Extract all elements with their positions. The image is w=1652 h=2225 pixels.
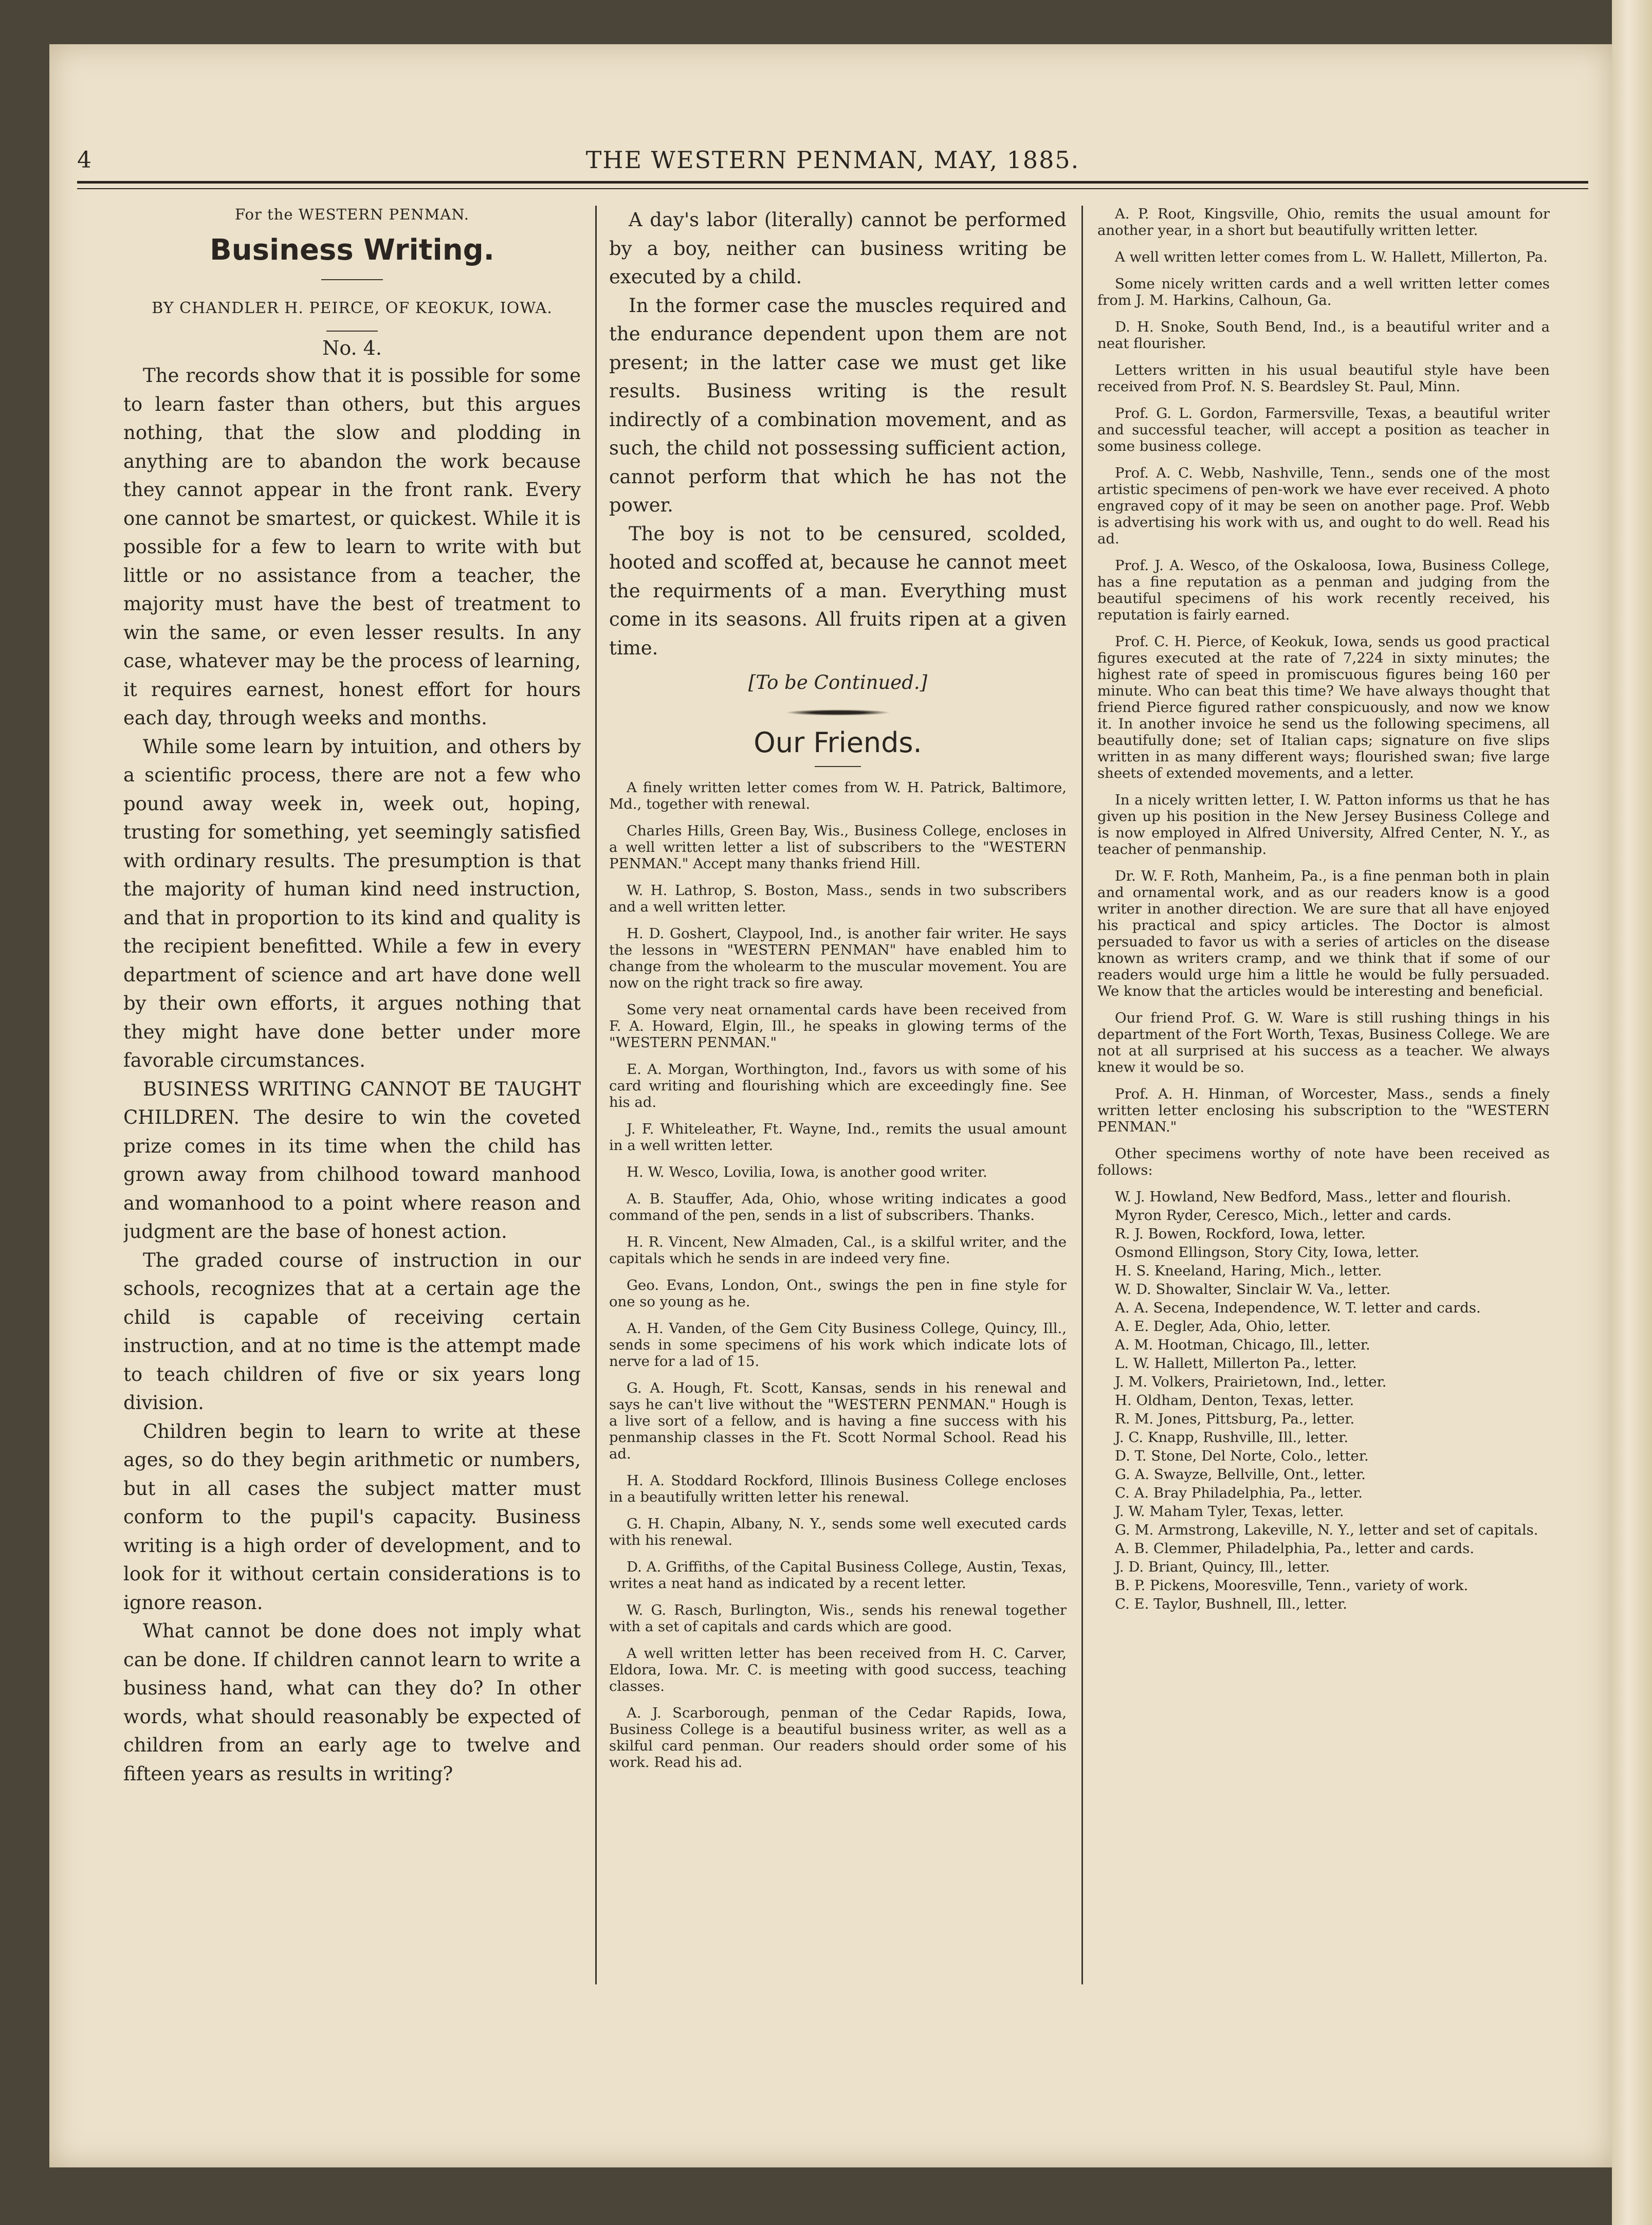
friend-note: H. A. Stoddard Rockford, Illinois Business College encloses in a beautifully written letter his renewal. <box>609 1472 1067 1505</box>
article-paragraph: What cannot be done does not imply what can be done. If children cannot learn to write a business hand, what can they do? In other words, what should reasonably be expected of children from an early age to twelve and fifteen years as results in writing? <box>123 1620 581 1785</box>
friend-note: A. J. Scarborough, penman of the Cedar Rapids, Iowa, Business College is a beautiful business writer, as well as a skilful card penman. Our readers should order some of his work. Read his ad. <box>609 1705 1067 1771</box>
specimen-item: J. C. Knapp, Rushville, Ill., letter. <box>1115 1429 1349 1446</box>
article-paragraph: The graded course of instruction in our schools, recognizes that at a certain age the child is capable of receiving certain instruction, and at no time is the attempt made to teach children of five or six years long division. <box>123 1249 581 1414</box>
running-head: THE WESTERN PENMAN, MAY, 1885. <box>585 146 1080 174</box>
specimen-item: R. M. Jones, Pittsburg, Pa., letter. <box>1115 1411 1355 1427</box>
article-paragraph: Children begin to learn to write at these ages, so do they begin arithmetic or numbers, but in all cases the subject matter must conform to the pupil's capacity. Business writing is a high order of development, and to look for it without certain considerations is to ignore reason. <box>123 1420 581 1614</box>
page-edge <box>1612 0 1652 2225</box>
header-rule-thick <box>77 181 1588 184</box>
specimen-list <box>1097 1189 1550 1612</box>
friends-notes-col2 <box>609 779 1067 1771</box>
friend-note: W. H. Lathrop, S. Boston, Mass., sends in two subscribers and a well written letter. <box>609 882 1067 915</box>
column-3 <box>1097 206 1550 2046</box>
friend-note: A. P. Root, Kingsville, Ohio, remits the usual amount for another year, in a short but beautifully written letter. <box>1097 206 1550 239</box>
friend-note: Prof. A. H. Hinman, of Worcester, Mass., sends a finely written letter enclosing his subscription to the "WESTERN PENMAN." <box>1097 1086 1550 1135</box>
specimen-item: J. W. Maham Tyler, Texas, letter. <box>1115 1503 1344 1520</box>
specimen-item: J. M. Volkers, Prairietown, Ind., letter. <box>1115 1374 1387 1390</box>
friend-note: Letters written in his usual beautiful style have been received from Prof. N. S. Beardsley St. Paul, Minn. <box>1097 362 1550 395</box>
title-rule <box>321 279 383 280</box>
friend-note: A. H. Vanden, of the Gem City Business College, Quincy, Ill., sends in some specimens of his work which indicate lots of nerve for a lad of 15. <box>609 1320 1067 1370</box>
specimen-item: W. D. Showalter, Sinclair W. Va., letter. <box>1115 1281 1391 1298</box>
specimen-item: A. A. Secena, Independence, W. T. letter and cards. <box>1115 1300 1481 1316</box>
friend-note: A finely written letter comes from W. H. Patrick, Baltimore, Md., together with renewal. <box>609 779 1067 812</box>
page-header <box>77 142 1588 173</box>
friend-note: Geo. Evans, London, Ont., swings the pen in fine style for one so young as he. <box>609 1277 1067 1310</box>
article-paragraph: In the former case the muscles required and the endurance dependent upon them are not present; in the latter case we must get like results. Business writing is the result indirectly of a combination movement, and as such, the child not possessing sufficient action, cannot perform that which he has not the power. <box>609 294 1067 516</box>
specimen-item: G. A. Swayze, Bellville, Ont., letter. <box>1115 1466 1366 1483</box>
article-paragraph: The records show that it is possible for some to learn faster than others, but this argues nothing, that the slow and plodding in anything are to abandon the work because they cannot appear in the front rank. Every one cannot be smartest, or quickest. While it is possible for a few to learn to write with but little or no assistance from a teacher, the majority must have the best of treatment to win the same, or even lesser results. In any case, whatever may be the process of learning, it requires earnest, honest effort for hours each day, through weeks and months. <box>123 364 581 729</box>
article-title: Business Writing. <box>210 233 494 267</box>
specimen-item: A. B. Clemmer, Philadelphia, Pa., letter and cards. <box>1115 1540 1475 1557</box>
specimen-item: A. E. Degler, Ada, Ohio, letter. <box>1115 1318 1331 1335</box>
friends-title-rule <box>815 766 861 767</box>
specimen-item: H. S. Kneeland, Haring, Mich., letter. <box>1115 1263 1382 1279</box>
ornamental-rule <box>776 709 900 716</box>
article-body-part-2 <box>609 206 1067 662</box>
friend-note: J. F. Whiteleather, Ft. Wayne, Ind., remits the usual amount in a well written letter. <box>609 1121 1067 1154</box>
friend-note: W. G. Rasch, Burlington, Wis., sends his renewal together with a set of capitals and cards which are good. <box>609 1602 1067 1635</box>
friend-note: Some nicely written cards and a well written letter comes from J. M. Harkins, Calhoun, Ga. <box>1097 276 1550 308</box>
column-divider-1 <box>595 206 597 1984</box>
friend-note: H. D. Goshert, Claypool, Ind., is another fair writer. He says the lessons in "WESTERN PENMAN" have enabled him to change from the wholearm to the muscular movement. You are now on the right track so fire away. <box>609 925 1067 991</box>
specimen-item: L. W. Hallett, Millerton Pa., letter. <box>1115 1355 1357 1372</box>
friend-note: D. A. Griffiths, of the Capital Business College, Austin, Texas, writes a neat hand as indicated by a recent letter. <box>609 1559 1067 1592</box>
friend-note: G. H. Chapin, Albany, N. Y., sends some well executed cards with his renewal. <box>609 1516 1067 1548</box>
friend-note: D. H. Snoke, South Bend, Ind., is a beautiful writer and a neat flourisher. <box>1097 319 1550 352</box>
column-1 <box>123 206 581 2046</box>
friend-note: G. A. Hough, Ft. Scott, Kansas, sends in his renewal and says he can't live without the "WESTERN PENMAN." Hough is a live sort of a fellow, and is having a fine success with his penmanship classes in the Ft. Scott Normal School. Read his ad. <box>609 1380 1067 1462</box>
article-byline: BY CHANDLER H. PEIRCE, OF KEOKUK, IOWA. <box>152 299 553 317</box>
for-the-line: For the WESTERN PENMAN. <box>234 206 469 223</box>
friend-note: Some very neat ornamental cards have been received from F. A. Howard, Elgin, Ill., he speaks in glowing terms of the "WESTERN PENMAN." <box>609 1001 1067 1051</box>
page-number: 4 <box>77 147 91 173</box>
specimen-item: Myron Ryder, Ceresco, Mich., letter and cards. <box>1115 1207 1452 1224</box>
friend-note: Dr. W. F. Roth, Manheim, Pa., is a fine penman both in plain and ornamental work, and as our readers know is a good writer in another direction. We are sure that all have enjoyed his practical and spicy articles. The Doctor is almost persuaded to favor us with a series of articles on the disease known as writers cramp, and we think that if some of our readers would urge him a little he would be fully persuaded. We know that the articles would be interesting and beneficial. <box>1097 868 1550 999</box>
friend-note: A. B. Stauffer, Ada, Ohio, whose writing indicates a good command of the pen, sends in a list of subscribers. Thanks. <box>609 1191 1067 1224</box>
header-rule-thin <box>77 188 1588 189</box>
specimen-item: C. A. Bray Philadelphia, Pa., letter. <box>1115 1485 1363 1501</box>
specimen-item: G. M. Armstrong, Lakeville, N. Y., letter and set of capitals. <box>1115 1522 1538 1538</box>
friend-note: Prof. A. C. Webb, Nashville, Tenn., sends one of the most artistic specimens of pen-work we have ever received. A photo engraved copy of it may be seen on another page. Prof. Webb is advertising his work with us, and ought to do well. Read his ad. <box>1097 465 1550 547</box>
friend-note: Other specimens worthy of note have been received as follows: <box>1097 1145 1550 1178</box>
friend-note: In a nicely written letter, I. W. Patton informs us that he has given up his position in the New Jersey Business College and is now employed in Alfred University, Alfred Center, N. Y., as teacher of penmanship. <box>1097 792 1550 858</box>
friend-note: Charles Hills, Green Bay, Wis., Business College, encloses in a well written letter a list of subscribers to the "WESTERN PENMAN." Accept many thanks friend Hill. <box>609 823 1067 872</box>
friend-note: Prof. C. H. Pierce, of Keokuk, Iowa, sends us good practical figures executed at the rate of 7,224 in sixty minutes; the highest rate of speed in promiscuous figures being 160 per minute. Who can beat this time? We have always thought that friend Pierce figured rather conspicuously, and now we know it. In another invoice he send us the following specimens, all beautifully done; set of Italian caps; signature on five slips written in as many different ways; flourished swan; five large sheets of extended movements, and a letter. <box>1097 633 1550 781</box>
article-body-part-1 <box>123 361 581 1788</box>
friend-note: H. R. Vincent, New Almaden, Cal., is a skilful writer, and the capitals which he sends in are indeed very fine. <box>609 1234 1067 1267</box>
friend-note: A well written letter has been received from H. C. Carver, Eldora, Iowa. Mr. C. is meeting with good success, teaching classes. <box>609 1645 1067 1694</box>
specimen-item: B. P. Pickens, Mooresville, Tenn., variety of work. <box>1115 1577 1469 1594</box>
friend-note: Our friend Prof. G. W. Ware is still rushing things in his department of the Fort Worth, Texas, Business College. We are not at all surprised at his success as a teacher. We always knew it would be so. <box>1097 1010 1550 1075</box>
specimen-item: A. M. Hootman, Chicago, Ill., letter. <box>1115 1337 1370 1353</box>
column-2 <box>609 206 1067 2046</box>
specimen-item: W. J. Howland, New Bedford, Mass., letter and flourish. <box>1115 1189 1511 1205</box>
friends-title: Our Friends. <box>754 726 922 759</box>
specimen-item: Osmond Ellingson, Story City, Iowa, letter. <box>1115 1244 1420 1261</box>
article-paragraph: The boy is not to be censured, scolded, hooted and scoffed at, because he cannot meet the requirments of a man. Everything must come in its seasons. All fruits ripen at a given time. <box>609 522 1067 659</box>
byline-rule <box>326 331 378 332</box>
specimen-item: D. T. Stone, Del Norte, Colo., letter. <box>1115 1448 1369 1464</box>
specimen-item: J. D. Briant, Quincy, Ill., letter. <box>1115 1559 1330 1575</box>
article-paragraph: While some learn by intuition, and others by a scientific process, there are not a few who pound away week in, week out, hoping, trusting for something, yet seemingly satisfied with ordinary results. The presumption is that the majority of human kind need instruction, and that in proportion to its kind and quality is the recipient benefitted. While a few in every department of science and art have done well by their own efforts, it argues nothing that they might have done better under more favorable circumstances. <box>123 735 581 1071</box>
friend-note: H. W. Wesco, Lovilia, Iowa, is another good writer. <box>627 1164 987 1180</box>
article-paragraph: BUSINESS WRITING CANNOT BE TAUGHT CHILDREN. The desire to win the coveted prize comes in its time when the child has grown away from chilhood toward manhood and womanhood to a point where reason and judgment are the base of honest action. <box>123 1078 581 1243</box>
friend-note: Prof. G. L. Gordon, Farmersville, Texas, a beautiful writer and successful teacher, will accept a position as teacher in some business college. <box>1097 405 1550 454</box>
friends-notes-col3 <box>1097 206 1550 1612</box>
column-divider-2 <box>1081 206 1083 1984</box>
to-be-continued: [To be Continued.] <box>748 671 928 694</box>
friend-note: E. A. Morgan, Worthington, Ind., favors us with some of his card writing and flourishing which are exceedingly fine. See his ad. <box>609 1061 1067 1110</box>
specimen-item: H. Oldham, Denton, Texas, letter. <box>1115 1392 1354 1409</box>
article-number: No. 4. <box>322 337 382 359</box>
specimen-item: R. J. Bowen, Rockford, Iowa, letter. <box>1115 1226 1366 1242</box>
specimen-item: C. E. Taylor, Bushnell, Ill., letter. <box>1115 1596 1347 1612</box>
friend-note: A well written letter comes from L. W. Hallett, Millerton, Pa. <box>1115 249 1548 265</box>
article-paragraph: A day's labor (literally) cannot be performed by a boy, neither can business writing be executed by a child. <box>609 209 1067 288</box>
friend-note: Prof. J. A. Wesco, of the Oskaloosa, Iowa, Business College, has a fine reputation as a penman and judging from the beautiful specimens of his work recently received, his reputation is fairly earned. <box>1097 557 1550 623</box>
